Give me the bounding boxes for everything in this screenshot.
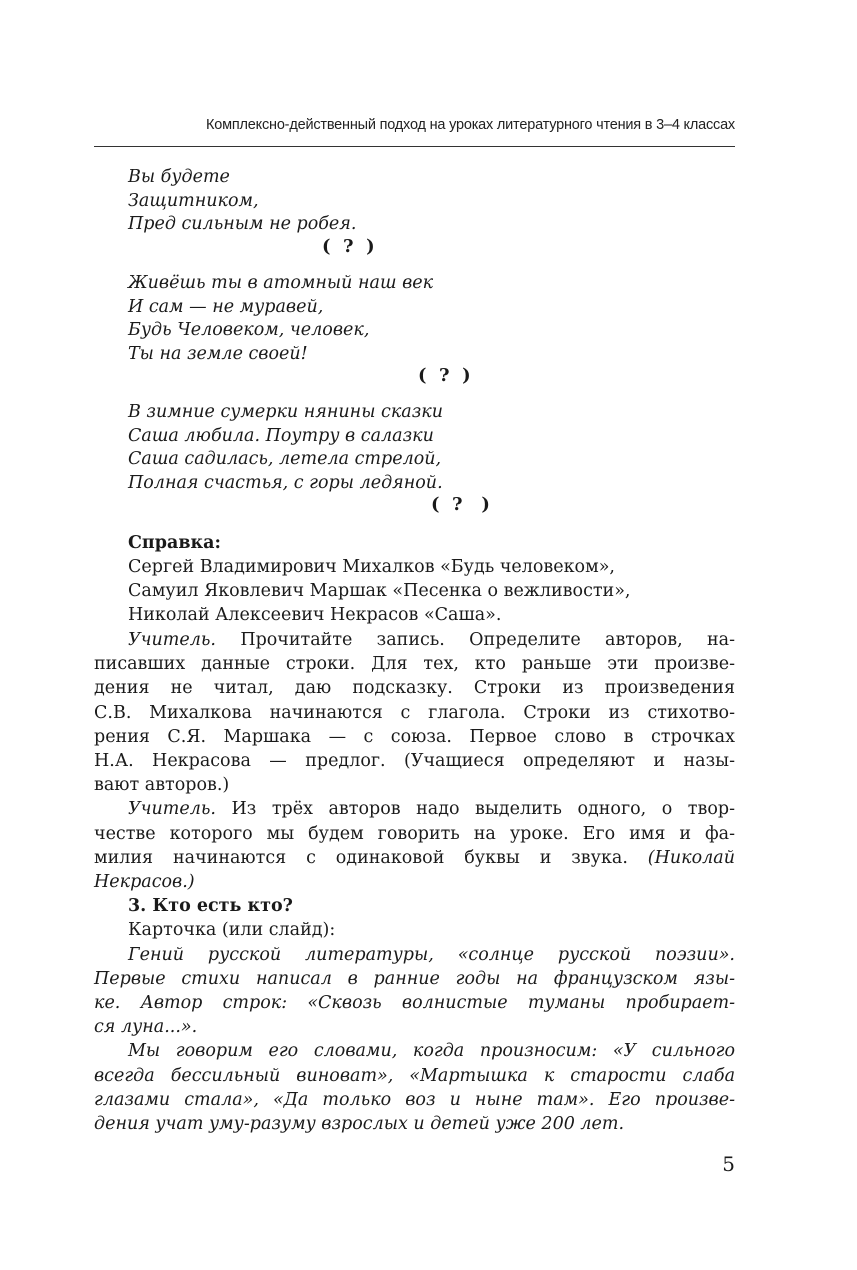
paragraph-line: С.В. Михалкова начинаются с глагола. Строки из стихотво- xyxy=(94,702,735,723)
poem-line: Защитником, xyxy=(128,190,259,211)
poem-line: Будь Человеком, человек, xyxy=(128,320,370,340)
poem-line: Ты на земле своей! xyxy=(128,343,308,364)
poem-line: Полная счастья, с горы ледяной. xyxy=(128,472,443,493)
author-question-mark: ( ? ) xyxy=(322,236,375,257)
author-question-mark: ( ? ) xyxy=(418,365,471,386)
poem-line: И сам — не муравей, xyxy=(128,296,324,317)
reference-title: Справка: xyxy=(128,533,221,553)
poem-line: Саша садилась, летела стрелой, xyxy=(128,449,442,469)
poem-line: В зимние сумерки нянины сказки xyxy=(128,402,443,422)
paragraph-line: Учитель. Из трёх авторов надо выделить одного, о твор- xyxy=(128,799,735,820)
card-text-line: дения учат уму-разуму взрослых и детей уже 200 лет. xyxy=(94,1114,625,1135)
poem-line: Вы будете xyxy=(128,167,230,187)
card-text-line: всегда бессильный виноват», «Мартышка к старости слаба xyxy=(94,1065,735,1086)
card-text-line: ке. Автор строк: «Сквозь волнистые туманы пробирает- xyxy=(94,993,735,1014)
card-label: Карточка (или слайд): xyxy=(128,920,336,941)
paragraph-line: рения С.Я. Маршака — с союза. Первое слово в строчках xyxy=(94,726,735,747)
paragraph-line: дения не читал, даю подсказку. Строки из произведения xyxy=(94,678,735,699)
reference-block xyxy=(128,531,630,627)
card-text-line: глазами стала», «Да только воз и ныне там». Его произве- xyxy=(94,1089,735,1110)
section-heading: 3. Кто есть кто? xyxy=(128,896,293,917)
main-text xyxy=(94,628,735,1136)
paragraph-line: Н.А. Некрасова — предлог. (Учащиеся определяют и назы- xyxy=(94,751,735,772)
card-text-line: Гений русской литературы, «солнце русской поэзии». xyxy=(128,944,735,965)
poem-marshak xyxy=(128,272,433,366)
poem-line: Живёшь ты в атомный наш век xyxy=(128,273,434,293)
paragraph-line: честве которого мы будем говорить на уроке. Его имя и фа- xyxy=(94,823,735,844)
author-question-mark: ( ? ) xyxy=(431,494,490,515)
page-number: 5 xyxy=(722,1152,735,1176)
poem-nekrasov xyxy=(128,401,443,495)
card-text-line: Первые стихи написал в ранние годы на французском язы- xyxy=(94,968,735,989)
paragraph-line: милия начинаются с одинаковой буквы и звука. (Николай xyxy=(94,847,735,868)
card-text-line: ся луна...». xyxy=(94,1017,198,1038)
header-rule xyxy=(94,146,735,147)
reference-item: Николай Алексеевич Некрасов «Саша». xyxy=(128,605,502,625)
paragraph-line: писавших данные строки. Для тех, кто раньше эти произве- xyxy=(94,654,735,675)
reference-item: Самуил Яковлевич Маршак «Песенка о вежливости», xyxy=(128,581,631,601)
poem-mikhalkov xyxy=(128,166,356,237)
paragraph-line: вают авторов.) xyxy=(94,775,230,796)
poem-line: Пред сильным не робея. xyxy=(128,214,357,234)
paragraph-line: Некрасов.) xyxy=(94,872,195,893)
speaker-label: Учитель. xyxy=(128,630,216,650)
paragraph-line: Учитель. Прочитайте запись. Определите авторов, на- xyxy=(128,630,735,650)
reference-item: Сергей Владимирович Михалков «Будь человеком», xyxy=(128,557,615,577)
card-text-line: Мы говорим его словами, когда произносим: «У сильного xyxy=(128,1041,735,1062)
speaker-label: Учитель. xyxy=(128,799,216,820)
poem-line: Саша любила. Поутру в салазки xyxy=(128,425,434,446)
running-header: Комплексно-действенный подход на уроках литературного чтения в 3–4 классах xyxy=(206,117,735,133)
